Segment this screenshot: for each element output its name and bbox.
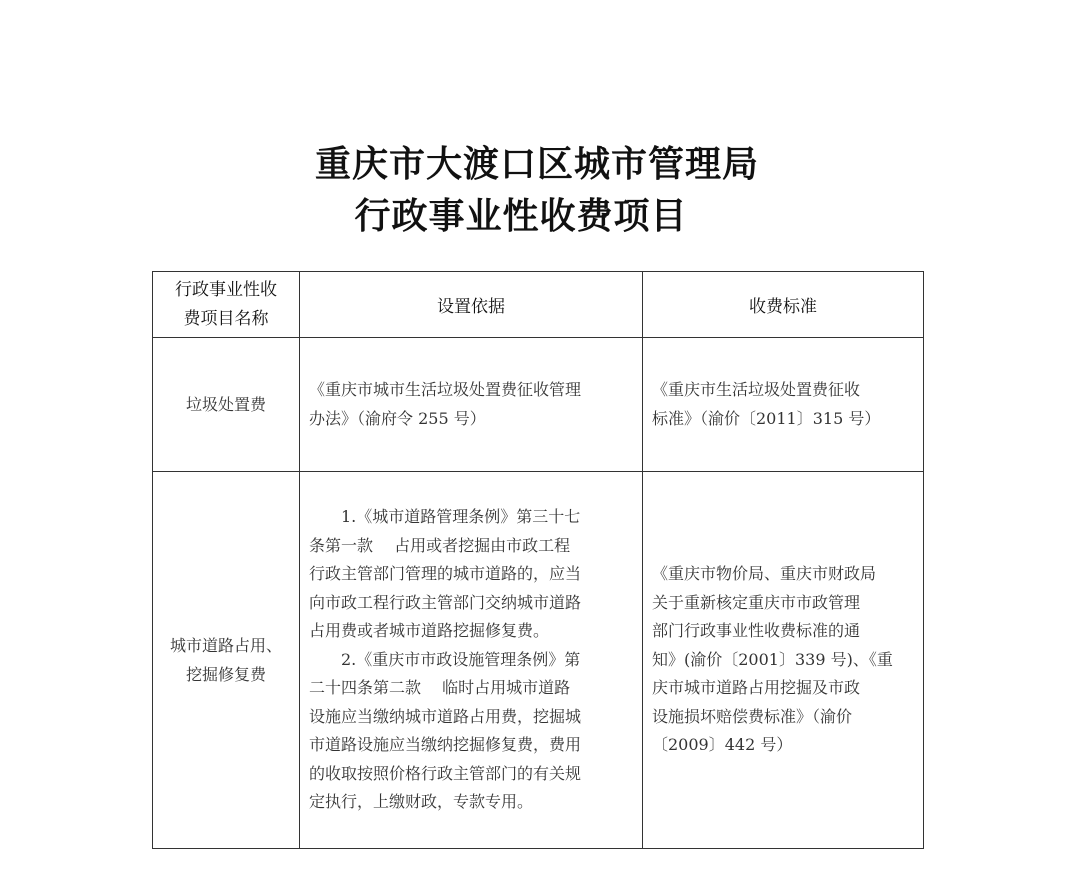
- header-standard: 收费标准: [643, 272, 924, 338]
- page-title: 重庆市大渡口区城市管理局: [314, 143, 759, 185]
- standard-line: 关于重新核定重庆市市政管理: [652, 592, 861, 612]
- item-name-line: 城市道路占用、: [169, 636, 282, 655]
- item-name-line: 垃圾处置费: [185, 395, 266, 414]
- basis-line: 的收取按照价格行政主管部门的有关规: [309, 763, 582, 783]
- table-row: [153, 472, 924, 849]
- page-subtitle: 行政事业性收费项目: [354, 195, 688, 237]
- header-item-name-line1: 行政事业性收: [175, 279, 277, 300]
- basis-line: 1.《城市道路管理条例》第三十七: [341, 507, 581, 527]
- header-item-name: [153, 272, 300, 338]
- basis-line: 二十四条第二款 临时占用城市道路: [309, 678, 571, 698]
- row-item-name: [153, 338, 300, 472]
- row-standard: [643, 472, 924, 849]
- standard-line: 设施损坏赔偿费标准》（渝价: [652, 706, 853, 726]
- standard-line: 庆市城市道路占用挖掘及市政: [652, 678, 861, 698]
- basis-line: 行政主管部门管理的城市道路的，应当: [309, 564, 582, 584]
- standard-line: 《重庆市物价局、重庆市财政局: [652, 564, 877, 584]
- table-header-row: [153, 272, 924, 338]
- row-basis: [300, 338, 643, 472]
- row-item-name: [153, 472, 300, 849]
- basis-line: 设施应当缴纳城市道路占用费，挖掘城: [309, 706, 582, 726]
- header-item-name-line2: 费项目名称: [183, 308, 269, 329]
- basis-line: 向市政工程行政主管部门交纳城市道路: [309, 592, 582, 612]
- standard-line: 知》(渝价〔2001〕339 号)、《重: [652, 649, 893, 669]
- standard-line: 部门行政事业性收费标准的通: [652, 621, 861, 641]
- basis-line: 办法》（渝府令 255 号）: [309, 408, 486, 428]
- basis-line: 2.《重庆市市政设施管理条例》第: [341, 649, 581, 669]
- basis-line: 《重庆市城市生活垃圾处置费征收管理: [309, 380, 582, 399]
- basis-line: 定执行，上缴财政，专款专用。: [309, 792, 534, 812]
- row-basis: [300, 472, 643, 849]
- basis-line: 市道路设施应当缴纳挖掘修复费，费用: [309, 735, 582, 755]
- standard-line: 〔2009〕442 号）: [652, 735, 793, 755]
- item-name-line: 挖掘修复费: [185, 665, 266, 684]
- row-standard: [643, 338, 924, 472]
- basis-line: 占用费或者城市道路挖掘修复费。: [309, 621, 550, 641]
- standard-line: 《重庆市生活垃圾处置费征收: [652, 380, 861, 399]
- fee-table: [152, 271, 924, 849]
- header-basis: 设置依据: [300, 272, 643, 338]
- table-row: [153, 338, 924, 472]
- standard-line: 标准》（渝价〔2011〕315 号）: [652, 408, 881, 428]
- basis-line: 条第一款 占用或者挖掘由市政工程: [309, 535, 571, 555]
